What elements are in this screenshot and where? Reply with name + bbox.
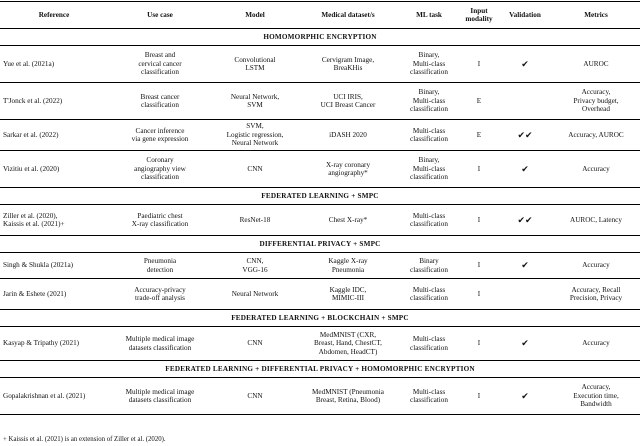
model-cell: Neural Network <box>212 279 298 310</box>
metrics-cell: Accuracy <box>552 327 640 361</box>
dataset-cell: Chest X-ray* <box>298 205 398 236</box>
use-case-cell: Coronary angiography view classification <box>108 151 212 188</box>
model-cell: SVM, Logistic regression, Neural Network <box>212 120 298 151</box>
metrics-cell: AUROC <box>552 46 640 83</box>
model-cell: CNN <box>212 327 298 361</box>
section-header-row <box>0 29 640 46</box>
use-case-cell: Cancer inference via gene expression <box>108 120 212 151</box>
input-modality-cell: I <box>460 205 498 236</box>
input-modality-cell: E <box>460 83 498 120</box>
model-cell: CNN, VGG-16 <box>212 253 298 279</box>
metrics-cell: Accuracy, AUROC <box>552 120 640 151</box>
reference-cell: Singh & Shukla (2021a) <box>0 253 108 279</box>
section-header-row <box>0 361 640 378</box>
header-reference: Reference <box>0 2 108 29</box>
validation-cell: ✔✔ <box>498 120 552 151</box>
table-row <box>0 279 640 310</box>
reference-cell: Sarkar et al. (2022) <box>0 120 108 151</box>
use-case-cell: Accuracy-privacy trade-off analysis <box>108 279 212 310</box>
metrics-cell: AUROC, Latency <box>552 205 640 236</box>
ml-task-cell: Binary, Multi-class classification <box>398 151 460 188</box>
table-row <box>0 327 640 361</box>
section-title: FEDERATED LEARNING + DIFFERENTIAL PRIVACY + HOMOMORPHIC ENCRYPTION <box>0 361 640 378</box>
input-modality-cell: E <box>460 120 498 151</box>
input-modality-cell: I <box>460 253 498 279</box>
table-body <box>0 29 640 415</box>
validation-cell: ✔ <box>498 378 552 415</box>
validation-cell <box>498 83 552 120</box>
header-ml-task: ML task <box>398 2 460 29</box>
metrics-cell: Accuracy, Recall Precision, Privacy <box>552 279 640 310</box>
use-case-cell: Paediatric chest X-ray classification <box>108 205 212 236</box>
header-row <box>0 2 640 29</box>
use-case-cell: Multiple medical image datasets classification <box>108 378 212 415</box>
section-header-row <box>0 310 640 327</box>
validation-cell: ✔✔ <box>498 205 552 236</box>
reference-cell: Vizitiu et al. (2020) <box>0 151 108 188</box>
ml-task-cell: Binary, Multi-class classification <box>398 46 460 83</box>
dataset-cell: X-ray coronary angiography* <box>298 151 398 188</box>
table-row <box>0 151 640 188</box>
ml-task-cell: Multi-class classification <box>398 327 460 361</box>
table-row <box>0 253 640 279</box>
section-title: HOMOMORPHIC ENCRYPTION <box>0 29 640 46</box>
dataset-cell: iDASH 2020 <box>298 120 398 151</box>
reference-cell: Ziller et al. (2020), Kaissis et al. (2021)+ <box>0 205 108 236</box>
model-cell: Convolutional LSTM <box>212 46 298 83</box>
ml-task-cell: Binary, Multi-class classification <box>398 83 460 120</box>
use-case-cell: Breast cancer classification <box>108 83 212 120</box>
input-modality-cell: I <box>460 327 498 361</box>
model-cell: ResNet-18 <box>212 205 298 236</box>
metrics-cell: Accuracy, Privacy budget, Overhead <box>552 83 640 120</box>
header-validation: Validation <box>498 2 552 29</box>
table-row <box>0 205 640 236</box>
header-model: Model <box>212 2 298 29</box>
table-row <box>0 120 640 151</box>
input-modality-cell: I <box>460 378 498 415</box>
header-use-case: Use case <box>108 2 212 29</box>
section-title: DIFFERENTIAL PRIVACY + SMPC <box>0 236 640 253</box>
table-row <box>0 83 640 120</box>
input-modality-cell: I <box>460 279 498 310</box>
header-metrics: Metrics <box>552 2 640 29</box>
privacy-techniques-table <box>0 1 640 415</box>
validation-cell <box>498 279 552 310</box>
model-cell: CNN <box>212 151 298 188</box>
ml-task-cell: Multi-class classification <box>398 279 460 310</box>
use-case-cell: Breast and cervical cancer classification <box>108 46 212 83</box>
dataset-cell: Cervigram Image, BreaKHis <box>298 46 398 83</box>
validation-cell: ✔ <box>498 46 552 83</box>
metrics-cell: Accuracy <box>552 253 640 279</box>
use-case-cell: Multiple medical image datasets classification <box>108 327 212 361</box>
dataset-cell: Kaggle X-ray Pneumonia <box>298 253 398 279</box>
ml-task-cell: Multi-class classification <box>398 205 460 236</box>
input-modality-cell: I <box>460 151 498 188</box>
metrics-cell: Accuracy, Execution time, Bandwidth <box>552 378 640 415</box>
ml-task-cell: Binary classification <box>398 253 460 279</box>
reference-cell: Jarin & Eshete (2021) <box>0 279 108 310</box>
reference-cell: Gopalakrishnan et al. (2021) <box>0 378 108 415</box>
table-row <box>0 46 640 83</box>
dataset-cell: Kaggle IDC, MIMIC-III <box>298 279 398 310</box>
use-case-cell: Pneumonia detection <box>108 253 212 279</box>
validation-cell: ✔ <box>498 151 552 188</box>
section-header-row <box>0 236 640 253</box>
reference-cell: Yue et al. (2021a) <box>0 46 108 83</box>
section-title: FEDERATED LEARNING + SMPC <box>0 188 640 205</box>
validation-cell: ✔ <box>498 327 552 361</box>
metrics-cell: Accuracy <box>552 151 640 188</box>
reference-cell: Kasyap & Tripathy (2021) <box>0 327 108 361</box>
model-cell: Neural Network, SVM <box>212 83 298 120</box>
dataset-cell: MedMNIST (Pneumonia Breast, Retina, Blood) <box>298 378 398 415</box>
model-cell: CNN <box>212 378 298 415</box>
input-modality-cell: I <box>460 46 498 83</box>
section-header-row <box>0 188 640 205</box>
reference-cell: T'Jonck et al. (2022) <box>0 83 108 120</box>
dataset-cell: MedMNIST (CXR, Breast, Hand, ChestCT, Abdomen, HeadCT) <box>298 327 398 361</box>
table-footnote: + Kaissis et al. (2021) is an extension of Ziller et al. (2020). <box>3 436 166 443</box>
table-row <box>0 378 640 415</box>
header-medical-dataset: Medical dataset/s <box>298 2 398 29</box>
ml-task-cell: Multi-class classification <box>398 120 460 151</box>
ml-task-cell: Multi-class classification <box>398 378 460 415</box>
dataset-cell: UCI IRIS, UCI Breast Cancer <box>298 83 398 120</box>
section-title: FEDERATED LEARNING + BLOCKCHAIN + SMPC <box>0 310 640 327</box>
validation-cell: ✔ <box>498 253 552 279</box>
header-input-modality: Input modality <box>460 2 498 29</box>
